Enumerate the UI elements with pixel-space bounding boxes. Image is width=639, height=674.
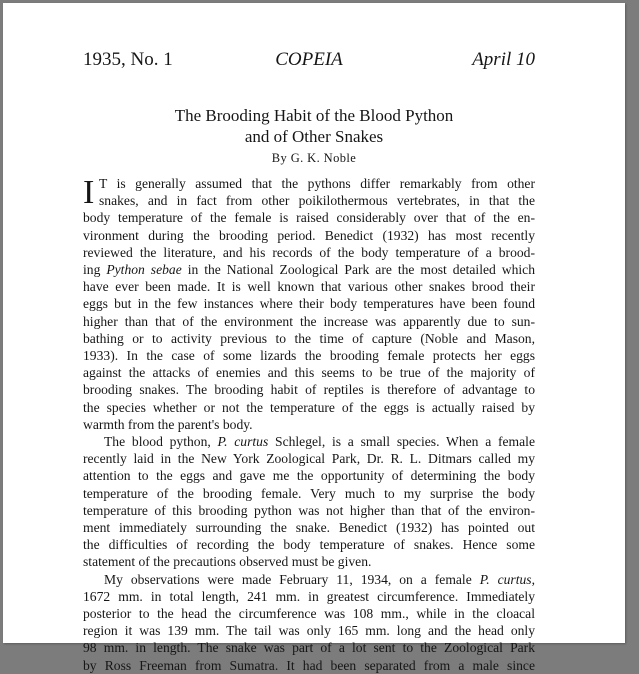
body-line: body temperature of the female is raised considerably over that of the en- xyxy=(83,210,535,226)
body-line: The blood python, P. curtus Schlegel, is a small species. When a female xyxy=(104,434,535,450)
body-line: warmth from the parent's body. xyxy=(83,416,253,432)
article-title xyxy=(79,105,549,147)
body-line: the difficulties of recording the body temperature of snakes. Hence some xyxy=(83,537,535,553)
body-line: ment immediately surrounding the snake. Benedict (1932) has pointed out xyxy=(83,520,535,536)
body-line: against the attacks of enemies and this seems to be true of the majority of xyxy=(83,365,535,381)
body-line: recently laid in the New York Zoological Park, Dr. R. L. Ditmars called my xyxy=(83,451,535,467)
body-line: vironment during the brooding period. Benedict (1932) has most recently xyxy=(83,227,535,243)
body-line: 1933). In the case of some lizards the brooding female protects her eggs xyxy=(83,348,535,364)
body-line: statement of the precautions observed must be given. xyxy=(83,554,372,570)
issue-number: 1935, No. 1 xyxy=(83,49,173,70)
body-line: region it was 139 mm. The tail was only 165 mm. long and the head only xyxy=(83,623,535,639)
body-line: bathing or to activity previous to the time of capture (Noble and Mason, xyxy=(83,330,535,346)
journal-name: COPEIA xyxy=(275,49,343,70)
article-body xyxy=(83,175,535,674)
body-line: brooding snakes. The brooding habit of reptiles is therefore of advantage to xyxy=(83,382,535,398)
body-line: T is generally assumed that the pythons differ remarkably from other xyxy=(99,176,535,191)
body-line: by Ross Freeman from Sumatra. It had been separated from a male since xyxy=(83,657,535,673)
body-line: higher than that of the environment the increase was apparently due to sun- xyxy=(83,313,535,329)
body-line: have ever been made. It is well known that various other snakes brood their xyxy=(83,279,535,295)
drop-cap: I xyxy=(83,174,95,211)
title-line: The Brooding Habit of the Blood Python xyxy=(174,106,454,125)
body-line: 98 mm. in length. The snake was part of a lot sent to the Zoological Park xyxy=(83,640,535,656)
author-byline: By G. K. Noble xyxy=(271,151,357,165)
body-line: My observations were made February 11, 1934, on a female P. curtus, xyxy=(104,571,535,587)
body-line: reviewed the literature, and his records of the body temperature of a brood- xyxy=(83,244,535,260)
title-line: and of Other Snakes xyxy=(244,127,384,146)
issue-date: April 10 xyxy=(472,49,535,70)
body-line: eggs but in the few instances where their body temperatures have been found xyxy=(83,296,535,312)
body-line: the species whether or not the temperature of the eggs is actually raised by xyxy=(83,399,535,415)
body-line: posterior to the head the circumference was 108 mm., while in the cloacal xyxy=(83,606,535,622)
body-line: temperature of this brooding python was not higher than that of the environ- xyxy=(83,502,535,518)
journal-page xyxy=(3,3,625,673)
body-line: attention to the eggs and gave me the opportunity of determining the body xyxy=(83,468,535,484)
body-line: ing Python sebae in the National Zoological Park are the most detailed which xyxy=(83,262,535,278)
body-line: snakes, and in fact from other poikilothermous vertebrates, in that the xyxy=(99,193,535,209)
body-line: temperature of the brooding female. Very much to my surprise the body xyxy=(83,485,535,501)
body-line: 1672 mm. in total length, 241 mm. in greatest circumference. Immediately xyxy=(83,588,535,604)
